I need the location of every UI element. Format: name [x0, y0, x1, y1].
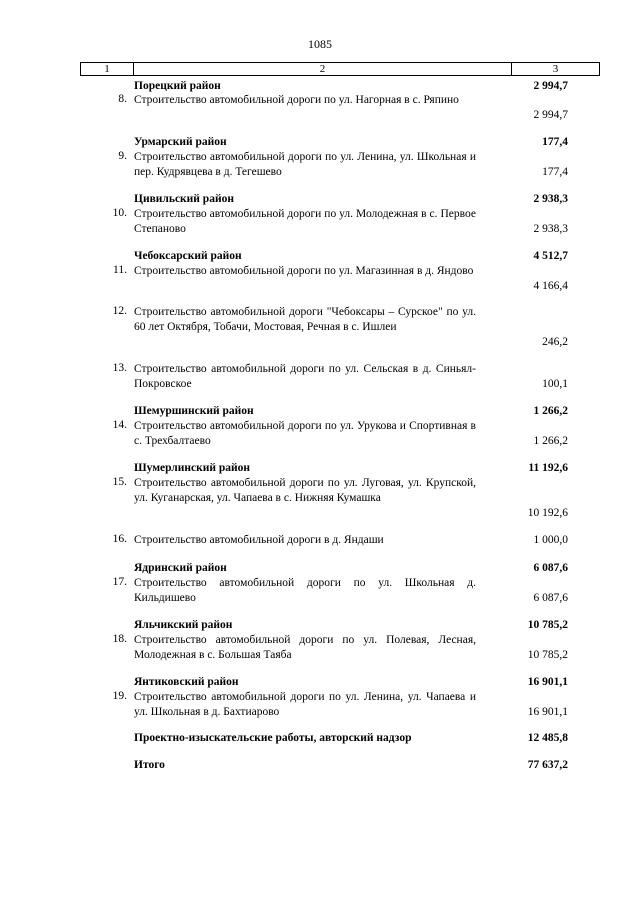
- row-value: 2 938,3: [533, 223, 568, 235]
- district-total: 2 994,7: [533, 80, 568, 92]
- row-value: 246,2: [542, 336, 568, 348]
- row-value: 4 166,4: [533, 280, 568, 292]
- row-description: Строительство автомобильной дороги по ул. Полевая, Лесная, Молодежная в с. Большая Таяба: [134, 634, 476, 661]
- row-number: 17.: [112, 576, 127, 588]
- row-description: Строительство автомобильной дороги "Чебоксары – Сурское" по ул. 60 лет Октября, Тобачи, Мостовая, Речная в с. Ишлеи: [134, 306, 476, 333]
- column-1-header: 1: [81, 63, 134, 75]
- row-description: Строительство автомобильной дороги по ул. Луговая, ул. Крупской, ул. Куганарская, ул. Чапаева в с. Нижняя Кумашка: [134, 477, 476, 504]
- district-name: Чебоксарский район: [134, 250, 242, 262]
- row-number: 10.: [112, 207, 127, 219]
- row-description: Строительство автомобильной дороги по ул. Урукова и Спортивная в с. Трехбалтаево: [134, 420, 476, 447]
- row-number: 14.: [112, 419, 127, 431]
- row-value: 6 087,6: [533, 592, 568, 604]
- row-number: 12.: [112, 305, 127, 317]
- district-total: 16 901,1: [527, 676, 568, 688]
- row-value: 2 994,7: [533, 109, 568, 121]
- district-total: 1 266,2: [533, 405, 568, 417]
- row-number: 9.: [118, 150, 127, 162]
- row-value: 177,4: [542, 166, 568, 178]
- district-name: Шумерлинский район: [134, 462, 250, 474]
- district-name: Шемуршинский район: [134, 405, 254, 417]
- row-description: Строительство автомобильной дороги по ул. Молодежная в с. Первое Степаново: [134, 208, 476, 235]
- district-name: Цивильский район: [134, 193, 234, 205]
- district-total: 11 192,6: [528, 462, 568, 474]
- district-name: Урмарский район: [134, 136, 227, 148]
- total-label: Итого: [134, 759, 165, 771]
- row-value: 10 785,2: [527, 649, 568, 661]
- district-total: 177,4: [542, 136, 568, 148]
- row-description: Строительство автомобильной дороги в д. Яндаши: [134, 534, 384, 546]
- row-number: 19.: [112, 690, 127, 702]
- district-name: Ядринский район: [134, 562, 227, 574]
- row-description: Строительство автомобильной дороги по ул. Ленина, ул. Школьная и пер. Кудрявцева в д. Тегешево: [134, 151, 476, 178]
- district-name: Янтиковский район: [134, 676, 239, 688]
- district-total: 6 087,6: [533, 562, 568, 574]
- row-number: 15.: [112, 476, 127, 488]
- column-2-header: 2: [134, 63, 512, 75]
- row-value: 16 901,1: [527, 706, 568, 718]
- row-description: Строительство автомобильной дороги по ул. Нагорная в с. Ряпино: [134, 94, 459, 106]
- district-total: 4 512,7: [533, 250, 568, 262]
- row-value: 10 192,6: [527, 507, 568, 519]
- total-value: 77 637,2: [527, 759, 568, 771]
- row-description: Строительство автомобильной дороги по ул. Магазинная в д. Яндово: [134, 265, 474, 277]
- row-value: 1 266,2: [533, 435, 568, 447]
- row-value: 100,1: [542, 378, 568, 390]
- row-value: 1 000,0: [533, 534, 568, 546]
- row-number: 16.: [112, 533, 127, 545]
- survey-value: 12 485,8: [527, 732, 568, 744]
- survey-label: Проектно-изыскательские работы, авторский надзор: [134, 732, 412, 744]
- table-header: [80, 62, 600, 76]
- row-number: 11.: [113, 264, 127, 276]
- district-total: 10 785,2: [527, 619, 568, 631]
- row-description: Строительство автомобильной дороги по ул. Школьная д. Кильдишево: [134, 577, 476, 604]
- district-name: Порецкий район: [134, 80, 221, 92]
- row-number: 8.: [118, 93, 127, 105]
- row-number: 18.: [112, 633, 127, 645]
- district-total: 2 938,3: [533, 193, 568, 205]
- row-description: Строительство автомобильной дороги по ул. Сельская в д. Синьял-Покровское: [134, 363, 476, 390]
- column-3-header: 3: [552, 63, 559, 75]
- row-number: 13.: [112, 362, 127, 374]
- page-number: 1085: [308, 37, 332, 51]
- row-description: Строительство автомобильной дороги по ул. Ленина, ул. Чапаева и ул. Школьная в д. Бахтиарово: [134, 691, 476, 718]
- district-name: Яльчикский район: [134, 619, 233, 631]
